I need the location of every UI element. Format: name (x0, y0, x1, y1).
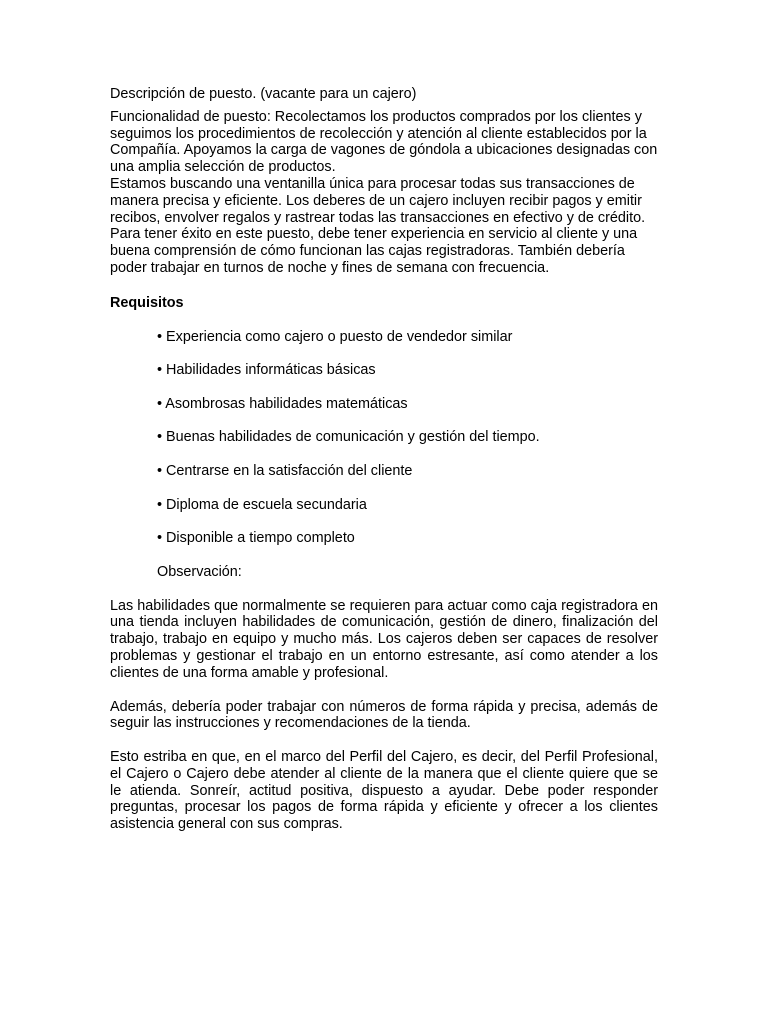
observation-paragraph-skills: Las habilidades que normalmente se requieren para actuar como caja registradora en una tienda incluyen habilidades de comunicación, gestión de dinero, finalización del trabajo, trabajo en equipo y mucho más. Los cajeros deben ser capaces de resolver problemas y gestionar el trabajo en un entorno estresante, así como atender a los clientes de una forma amable y profesional. (110, 597, 658, 681)
document-title: Descripción de puesto. (vacante para un cajero) (110, 86, 417, 102)
intro-paragraph-search: Estamos buscando una ventanilla única para procesar todas sus transacciones de manera precisa y eficiente. Los deberes de un cajero incluyen recibir pagos y emitir recibos, envolver regalos y rastrear todas las transacciones en efectivo y de crédito. Para tener éxito en este puesto, debe tener experiencia en servicio al cliente y una buena comprensión de cómo funcionan las cajas registradoras. También debería poder trabajar en turnos de noche y fines de semana con frecuencia. (110, 175, 646, 276)
requirements-heading: Requisitos (110, 294, 184, 311)
intro-paragraph-functionality: Funcionalidad de puesto: Recolectamos los productos comprados por los clientes y seguimos los procedimientos de recolección y atención al cliente establecidos por la Compañía. Apoyamos la carga de vagones de góndola a ubicaciones designadas con una amplia selección de productos. (110, 108, 658, 176)
requirement-item: • Asombrosas habilidades matemáticas (157, 395, 408, 412)
requirement-item: • Disponible a tiempo completo (157, 530, 355, 547)
requirement-item: • Diploma de escuela secundaria (157, 496, 367, 513)
observation-paragraph-profile: Esto estriba en que, en el marco del Perfil del Cajero, es decir, del Perfil Profesional, el Cajero o Cajero debe atender al cliente de la manera que el cliente quiere que se le atienda. Sonreír, actitud positiva, dispuesto a ayudar. Debe poder responder preguntas, procesar los pagos de forma rápida y eficiente y ofrecer a los clientes asistencia general con sus compras. (110, 749, 658, 833)
document-page (110, 86, 658, 833)
observation-label: Observación: (157, 563, 242, 580)
requirement-item: • Experiencia como cajero o puesto de vendedor similar (157, 328, 513, 345)
intro-section (110, 109, 658, 277)
requirement-item: • Centrarse en la satisfacción del cliente (157, 462, 413, 479)
observation-paragraph-numbers: Además, debería poder trabajar con números de forma rápida y precisa, además de seguir las instrucciones y recomendaciones de la tienda. (110, 698, 658, 732)
requirement-item: • Habilidades informáticas básicas (157, 362, 376, 379)
requirement-item: • Buenas habilidades de comunicación y gestión del tiempo. (157, 429, 540, 446)
requirements-list (110, 329, 658, 547)
